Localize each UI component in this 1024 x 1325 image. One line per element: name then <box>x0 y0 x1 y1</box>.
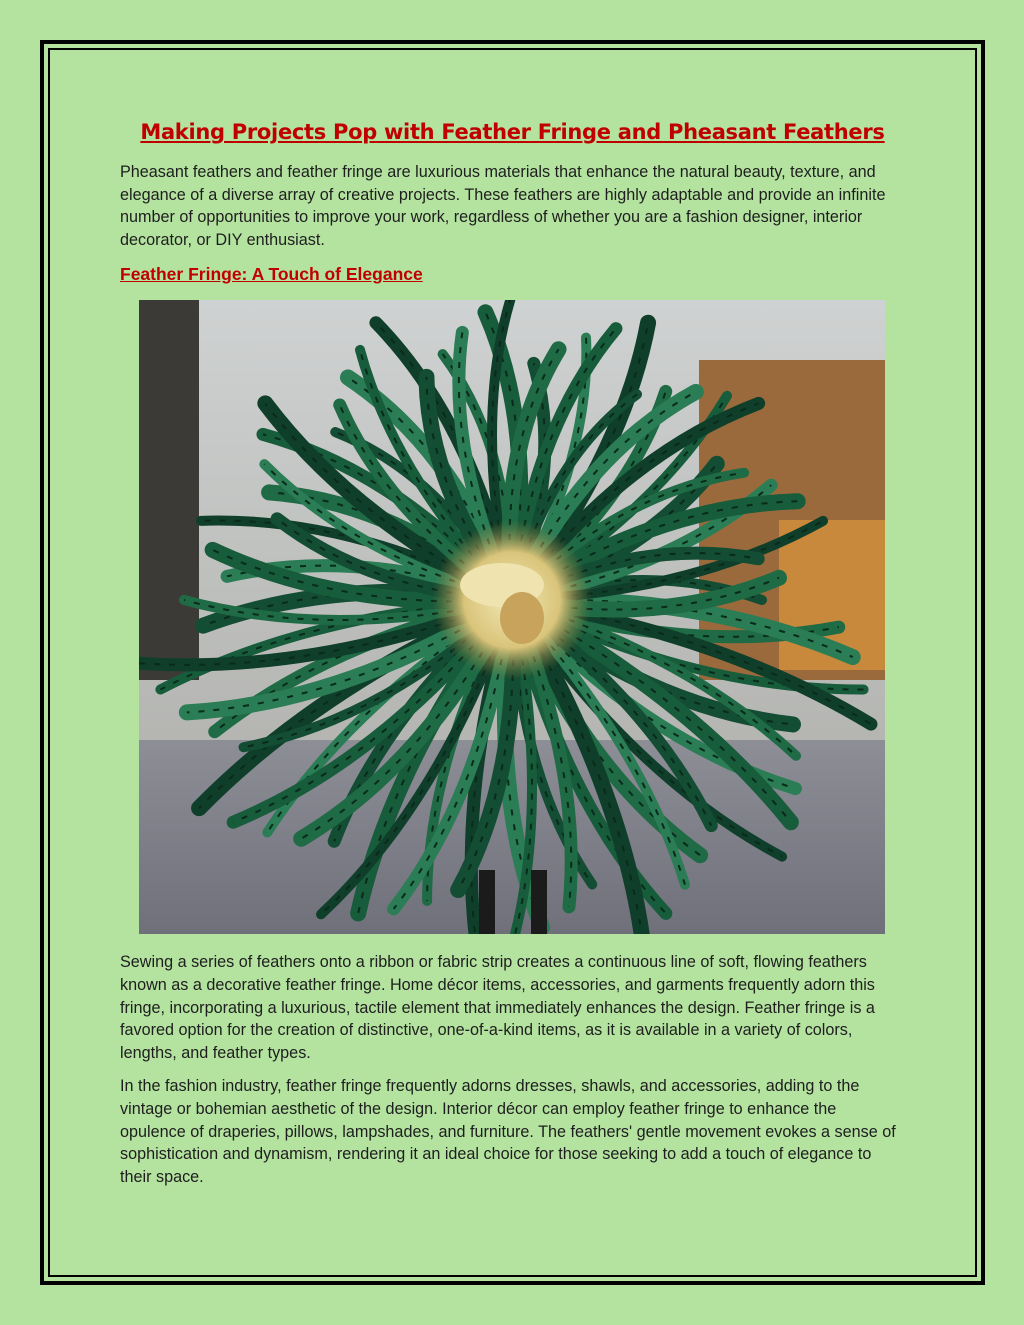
body-paragraph-fringe: Sewing a series of feathers onto a ribbon or fabric strip creates a continuous line of soft, flowing feathers known as a decorative feather fringe. Home décor items, accessories, and garments frequently adorn this fringe, incorporating a luxurious, tactile element that immediately enhances the design. Feather fringe is a favored option for the creation of distinctive, one-of-a-kind items, as it is available in a variety of colors, lengths, and feather types. <box>120 953 875 1062</box>
body-paragraph-fashion: In the fashion industry, feather fringe frequently adorns dresses, shawls, and accessories, adding to the vintage or bohemian aesthetic of the design. Interior décor can employ feather fringe to enhance the opulence of draperies, pillows, lampshades, and furniture. The feathers' gentle movement evokes a sense of sophistication and dynamism, rendering it an ideal choice for those seeking to add a touch of elegance to their space. <box>120 1077 896 1186</box>
photo-doorway <box>139 300 199 680</box>
photo-leg-left <box>479 870 495 934</box>
photo-leg-right <box>531 870 547 934</box>
intro-paragraph: Pheasant feathers and feather fringe are luxurious materials that enhance the natural beauty, texture, and elegance of a diverse array of creative projects. These feathers are highly adaptable and provide an infinite number of opportunities to improve your work, regardless of whether you are a fashion designer, interior decorator, or DIY enthusiast. <box>120 163 886 249</box>
feather-costume-photo <box>139 300 885 934</box>
page-title: Making Projects Pop with Feather Fringe and Pheasant Feathers <box>140 120 885 144</box>
photo-face <box>500 592 544 644</box>
article <box>120 120 905 1188</box>
section-heading: Feather Fringe: A Touch of Elegance <box>120 264 423 285</box>
